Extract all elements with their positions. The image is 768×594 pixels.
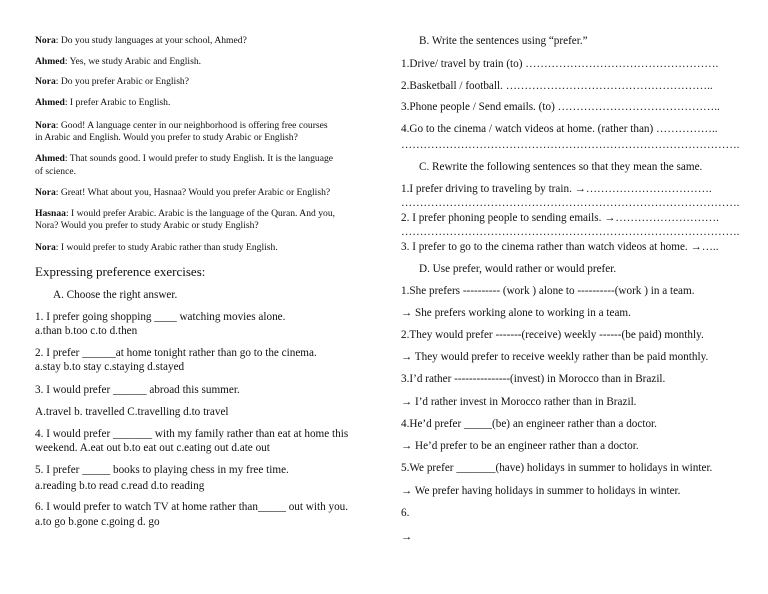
exercises-title: Expressing preference exercises: (35, 264, 206, 279)
answer-line: → He’d prefer to be an engineer rather than a doctor. (401, 440, 639, 452)
exercise-line: 2. I prefer phoning people to sending emails. →………………………. (401, 212, 719, 224)
answer-line: → We prefer having holidays in summer to holidays in winter. (401, 485, 681, 497)
answer-line: → I’d rather invest in Morocco rather than in Brazil. (401, 396, 637, 408)
answer-options: a.to go b.gone c.going d. go (35, 516, 160, 528)
exercise-line: 1.Drive/ travel by train (to) ……………………………………………. (401, 58, 719, 70)
section-c-title: C. Rewrite the following sentences so that they mean the same. (419, 161, 703, 173)
answer-options: a.stay b.to stay c.staying d.stayed (35, 361, 185, 373)
exercise-line: 2.Basketball / football. ……………………………………………….. (401, 80, 713, 92)
question-line: 3. I would prefer ______ abroad this summer. (35, 384, 240, 396)
dialogue-line: Nora: I would prefer to study Arabic rather than study English. (35, 242, 278, 253)
dialogue-line: Ahmed: I prefer Arabic to English. (35, 97, 171, 108)
exercise-line: 1.She prefers ---------- (work ) alone to ----------(work ) in a team. (401, 285, 695, 297)
dialogue-line-cont: in Arabic and English. Would you prefer to study Arabic or English? (35, 132, 298, 143)
answer-line: → She prefers working alone to working in a team. (401, 307, 631, 319)
answer-options: A.travel b. travelled C.travelling d.to travel (35, 406, 229, 418)
answer-line: → They would prefer to receive weekly rather than be paid monthly. (401, 351, 709, 363)
dialogue-line: Hasnaa: I would prefer Arabic. Arabic is the language of the Quran. And you, (35, 208, 336, 219)
exercise-line: 3. I prefer to go to the cinema rather than watch videos at home. →….. (401, 241, 719, 253)
dialogue-line: Nora: Great! What about you, Hasnaa? Would you prefer Arabic or English? (35, 187, 331, 198)
exercise-line: 4.He’d prefer _____(be) an engineer rather than a doctor. (401, 418, 657, 430)
section-a-title: A. Choose the right answer. (53, 289, 178, 301)
exercise-line: 2.They would prefer -------(receive) weekly ------(be paid) monthly. (401, 329, 704, 341)
exercise-line: 4.Go to the cinema / watch videos at home. (rather than) …………….. (401, 123, 718, 135)
question-line: 1. I prefer going shopping ____ watching movies alone. (35, 311, 286, 323)
question-line-cont: weekend. A.eat out b.to eat out c.eating out d.ate out (35, 442, 270, 454)
dialogue-line: Nora: Good! A language center in our neighborhood is offering free courses (35, 120, 328, 131)
dialogue-line: Ahmed: Yes, we study Arabic and English. (35, 56, 202, 67)
dotted-line: ………………………………………………………………………………. (401, 226, 740, 238)
dialogue-line-cont: Nora? Would you prefer to study Arabic or study English? (35, 220, 259, 231)
dotted-line: ………………………………………………………………………………. (401, 197, 740, 209)
question-line: 4. I would prefer _______ with my family rather than eat at home this (35, 428, 349, 440)
exercise-line: 1.I prefer driving to traveling by train. →……………………………. (401, 183, 712, 195)
exercise-line: 6. (401, 507, 410, 519)
question-line: 2. I prefer ______at home tonight rather than go to the cinema. (35, 347, 317, 359)
dialogue-line: Nora: Do you study languages at your school, Ahmed? (35, 35, 247, 46)
exercise-line: 3.I’d rather ---------------(invest) in Morocco than in Brazil. (401, 373, 666, 385)
dotted-line: ………………………………………………………………………………. (401, 139, 740, 151)
answer-line: → (401, 531, 413, 543)
dialogue-line: Nora: Do you prefer Arabic or English? (35, 76, 189, 87)
answer-options: a.than b.too c.to d.then (35, 325, 138, 337)
exercise-line: 5.We prefer _______(have) holidays in summer to holidays in winter. (401, 462, 713, 474)
dialogue-line-cont: of science. (35, 166, 77, 177)
answer-options: a.reading b.to read c.read d.to reading (35, 480, 205, 492)
section-b-title: B. Write the sentences using “prefer.” (419, 35, 588, 47)
dialogue-line: Ahmed: That sounds good. I would prefer to study English. It is the language (35, 153, 334, 164)
exercise-line: 3.Phone people / Send emails. (to) …………………………………….. (401, 101, 720, 113)
question-line: 6. I would prefer to watch TV at home rather than_____ out with you. (35, 501, 349, 513)
question-line: 5. I prefer _____ books to playing chess in my free time. (35, 464, 289, 476)
section-d-title: D. Use prefer, would rather or would prefer. (419, 263, 617, 275)
